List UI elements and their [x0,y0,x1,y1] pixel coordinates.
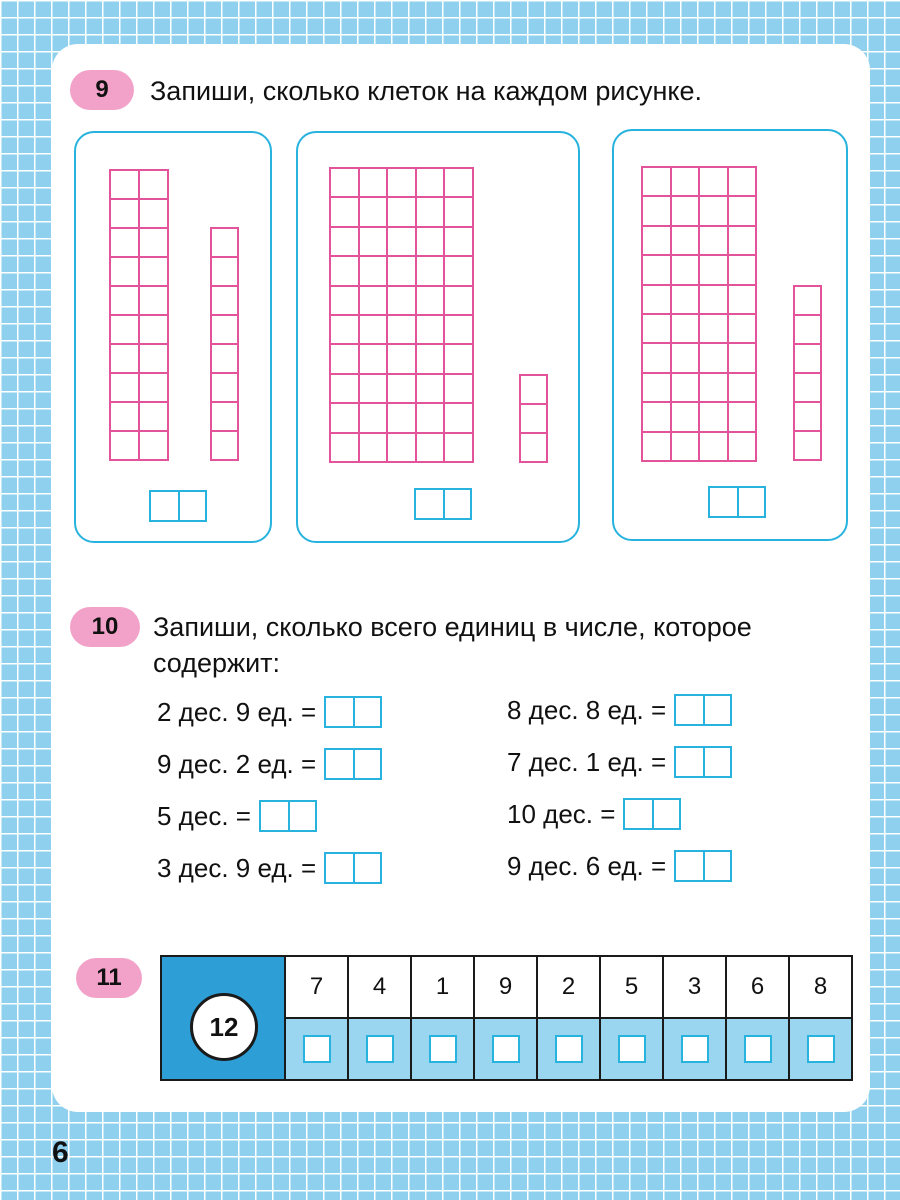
cell-block-2b [519,374,548,463]
answer-box-left-4[interactable] [324,852,382,884]
task-9-number: 9 [95,76,109,103]
addend-cell-3: 1 [411,956,474,1018]
cell-block-3a [641,166,757,462]
cell-block-2a [329,167,474,463]
addend-cell-1: 7 [285,956,348,1018]
result-cell-2[interactable] [348,1018,411,1080]
task-10-instruction-line-1: Запиши, сколько всего единиц в числе, которое [153,612,752,642]
task-9-badge [70,70,134,110]
result-cell-3[interactable] [411,1018,474,1080]
equation-left-2: 9 дес. 2 ед. = [157,746,382,782]
result-cell-5[interactable] [537,1018,600,1080]
task-11-badge [76,958,142,998]
answer-box-1[interactable] [149,490,207,522]
addend-cell-4: 9 [474,956,537,1018]
answer-box-left-2[interactable] [324,748,382,780]
cell-block-1a [109,169,169,461]
task-11-number: 11 [96,964,122,991]
task-10-instruction-line-2: содержит: [153,648,281,678]
equation-right-3: 10 дес. = [507,796,681,832]
page-number: 6 [52,1136,69,1169]
equation-left-3: 5 дес. = [157,798,317,834]
result-cell-4[interactable] [474,1018,537,1080]
addend-cell-9: 8 [789,956,852,1018]
result-cell-1[interactable] [285,1018,348,1080]
addend-cell-7: 3 [663,956,726,1018]
addend-cell-5: 2 [537,956,600,1018]
task-10-badge [70,607,140,647]
result-cell-8[interactable] [726,1018,789,1080]
result-cell-7[interactable] [663,1018,726,1080]
addend-cell-6: 5 [600,956,663,1018]
answer-box-right-1[interactable] [674,694,732,726]
result-cell-9[interactable] [789,1018,852,1080]
addend-cell-2: 4 [348,956,411,1018]
answer-box-right-2[interactable] [674,746,732,778]
cell-block-3b [793,285,822,461]
picture-panel-1 [74,131,272,543]
addition-table [160,955,853,1081]
answer-box-right-4[interactable] [674,850,732,882]
base-number: 12 [209,1011,239,1042]
answer-box-left-1[interactable] [324,696,382,728]
answer-box-right-3[interactable] [623,798,681,830]
cell-block-1b [210,227,239,461]
equation-left-4: 3 дес. 9 ед. = [157,850,382,886]
answer-box-left-3[interactable] [259,800,317,832]
answer-box-3[interactable] [708,486,766,518]
equation-left-1: 2 дес. 9 ед. = [157,694,382,730]
answer-box-2[interactable] [414,488,472,520]
equation-right-4: 9 дес. 6 ед. = [507,848,732,884]
result-cell-6[interactable] [600,1018,663,1080]
addend-cell-8: 6 [726,956,789,1018]
equation-right-1: 8 дес. 8 ед. = [507,692,732,728]
base-number-circle [190,993,258,1061]
task-10-number: 10 [91,613,119,640]
equation-right-2: 7 дес. 1 ед. = [507,744,732,780]
task-9-instruction: Запиши, сколько клеток на каждом рисунке. [150,76,703,106]
